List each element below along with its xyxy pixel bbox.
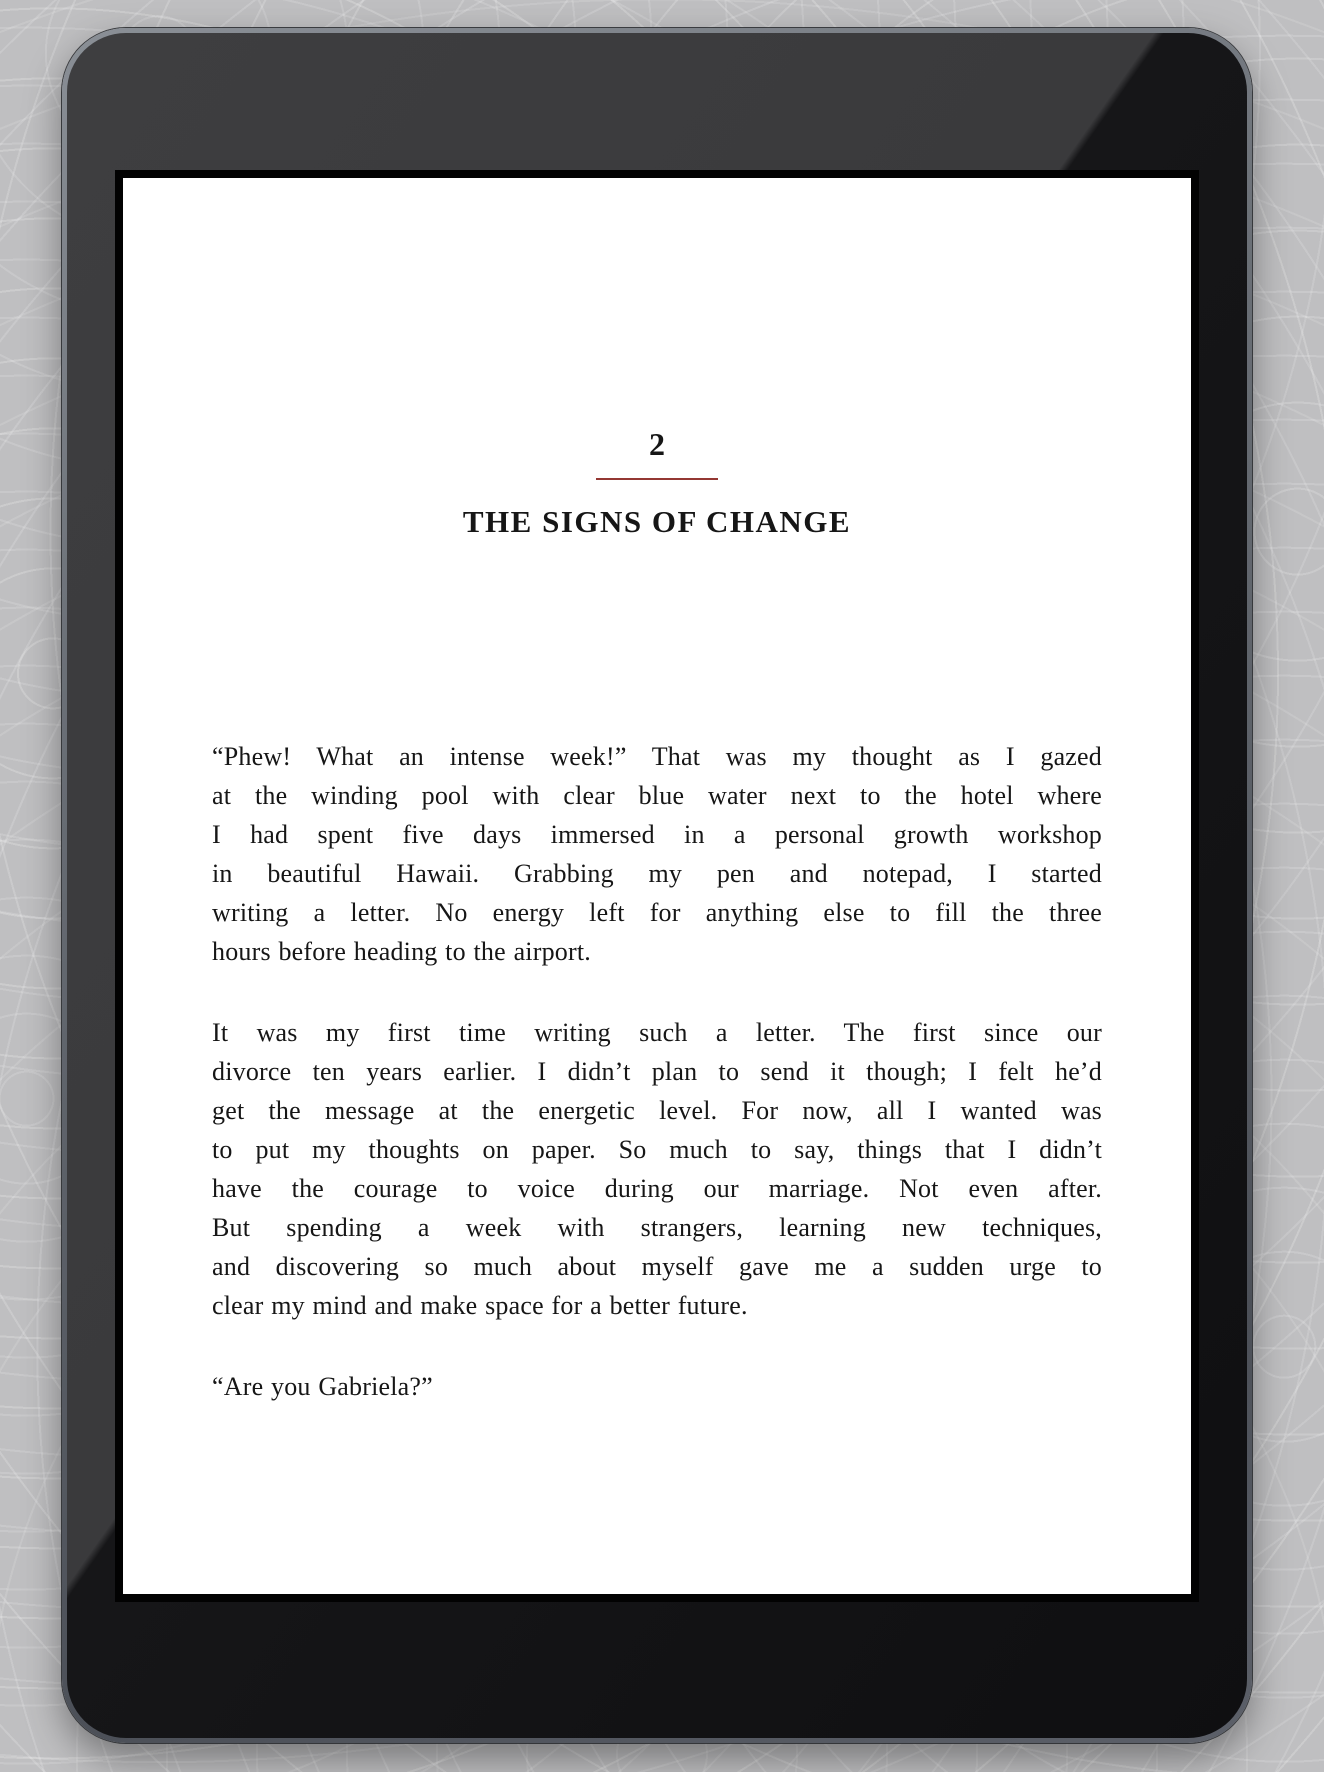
body-line: It was my first time writing such a letter. The first since our <box>212 1018 1102 1047</box>
body-line: “Are you Gabriela?” <box>212 1372 433 1401</box>
body-line: “Phew! What an intense week!” That was my thought as I gazed <box>212 742 1102 771</box>
body-line: have the courage to voice during our marriage. Not even after. <box>212 1174 1102 1203</box>
body-line: and discovering so much about myself gave me a sudden urge to <box>212 1252 1102 1281</box>
body-text <box>212 737 1102 1406</box>
chapter-number: 2 <box>649 426 665 462</box>
body-line: hours before heading to the airport. <box>212 937 591 966</box>
paragraph <box>212 737 1102 971</box>
paragraph <box>212 1367 1102 1406</box>
body-line: get the message at the energetic level. For now, all I wanted was <box>212 1096 1102 1125</box>
tablet-bezel <box>67 33 1247 1738</box>
tablet-device <box>62 28 1252 1743</box>
ereader-screen[interactable] <box>115 170 1199 1602</box>
chapter-title: THE SIGNS OF CHANGE <box>462 504 852 539</box>
paragraph <box>212 1013 1102 1325</box>
body-line: in beautiful Hawaii. Grabbing my pen and notepad, I started <box>212 859 1102 888</box>
body-line: writing a letter. No energy left for anything else to fill the three <box>212 898 1102 927</box>
body-line: clear my mind and make space for a better future. <box>212 1291 748 1320</box>
body-line: divorce ten years earlier. I didn’t plan to send it though; I felt he’d <box>212 1057 1102 1086</box>
body-line: at the winding pool with clear blue water next to the hotel where <box>212 781 1102 810</box>
body-line: to put my thoughts on paper. So much to say, things that I didn’t <box>212 1135 1102 1164</box>
book-page <box>123 424 1191 1738</box>
chapter-divider <box>596 478 718 480</box>
body-line: But spending a week with strangers, learning new techniques, <box>212 1213 1102 1242</box>
body-line: I had spent five days immersed in a personal growth workshop <box>212 820 1102 849</box>
